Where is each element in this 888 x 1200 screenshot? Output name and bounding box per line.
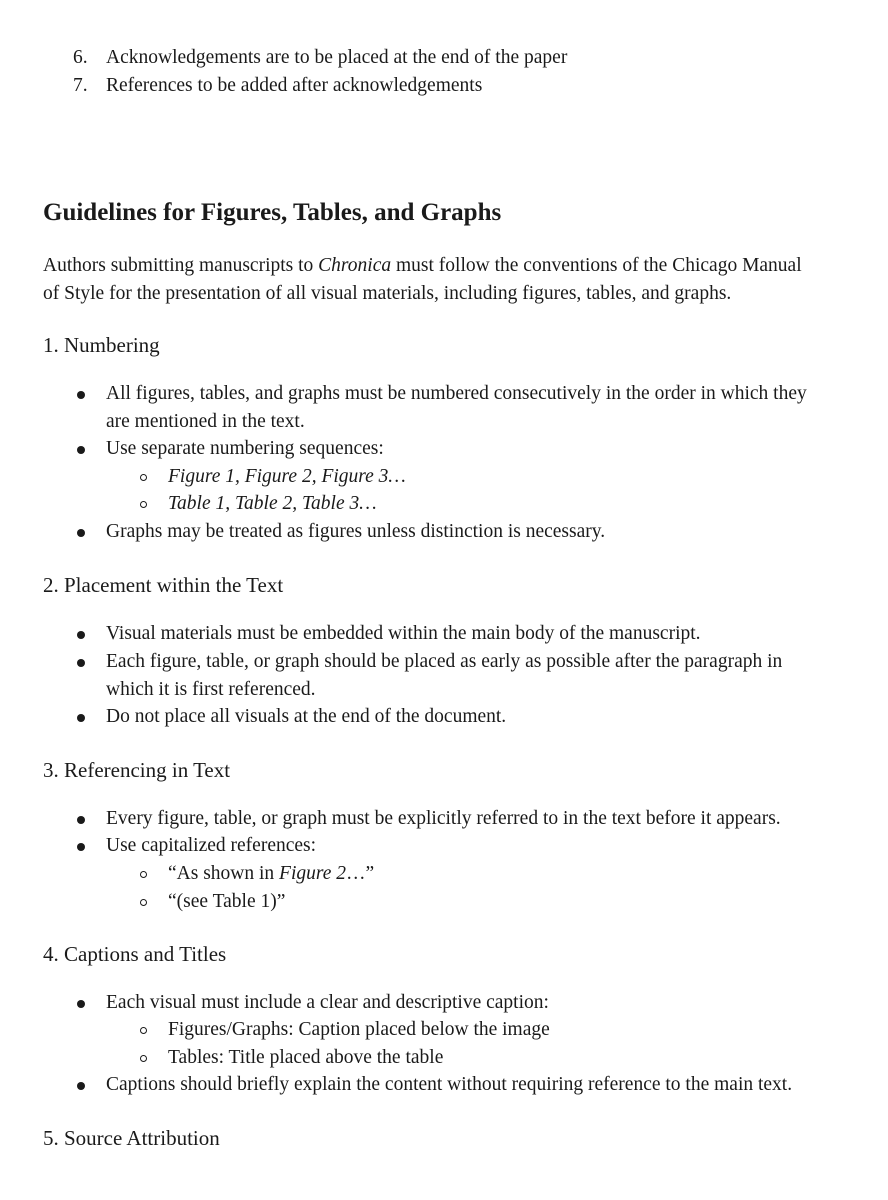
- numbering-bullet-1-cont: are mentioned in the text.: [106, 411, 305, 432]
- sub-bullet-icon: [140, 871, 147, 878]
- intro-line-2: of Style for the presentation of all visual materials, including figures, tables, and graphs.: [43, 283, 732, 304]
- bullet-icon: [77, 391, 85, 399]
- referencing-bullet-1: Every figure, table, or graph must be explicitly referred to in the text before it appears.: [106, 808, 781, 829]
- sub-bullet-icon: [140, 1027, 147, 1034]
- figure-sequence: Figure 1, Figure 2, Figure 3…: [168, 466, 406, 487]
- referencing-example-1: [168, 860, 374, 888]
- list-item-references: References to be added after acknowledgements: [106, 75, 483, 96]
- numbering-bullet-1: All figures, tables, and graphs must be numbered consecutively in the order in which they: [106, 383, 807, 404]
- captions-bullet-1: Each visual must include a clear and descriptive caption:: [106, 992, 549, 1013]
- list-number-7: 7.: [73, 75, 88, 96]
- example-text: …”: [346, 863, 375, 884]
- placement-bullet-2: Each figure, table, or graph should be placed as early as possible after the paragraph in: [106, 651, 783, 672]
- referencing-example-2: “(see Table 1)”: [168, 891, 286, 912]
- bullet-icon: [77, 816, 85, 824]
- captions-sub-tables: Tables: Title placed above the table: [168, 1047, 444, 1068]
- example-figure-ref: Figure 2: [279, 863, 347, 884]
- journal-name: Chronica: [318, 255, 392, 276]
- intro-text: must follow the conventions of the Chicago Manual: [391, 255, 802, 276]
- placement-bullet-1: Visual materials must be embedded within the main body of the manuscript.: [106, 623, 701, 644]
- section-title-referencing: 3. Referencing in Text: [43, 758, 231, 782]
- sub-bullet-icon: [140, 899, 147, 906]
- referencing-bullet-2: Use capitalized references:: [106, 835, 317, 856]
- placement-bullet-3: Do not place all visuals at the end of the document.: [106, 706, 507, 727]
- sub-bullet-icon: [140, 474, 147, 481]
- numbering-bullet-3: Graphs may be treated as figures unless distinction is necessary.: [106, 521, 606, 542]
- example-text: “As shown in: [168, 863, 280, 884]
- captions-bullet-2: Captions should briefly explain the content without requiring reference to the main text.: [106, 1074, 793, 1095]
- numbering-sub-figures: [168, 463, 406, 491]
- bullet-icon: [77, 843, 85, 851]
- section-title-placement: 2. Placement within the Text: [43, 573, 284, 597]
- page-heading: Guidelines for Figures, Tables, and Graphs: [43, 199, 502, 226]
- numbering-bullet-2: Use separate numbering sequences:: [106, 438, 384, 459]
- placement-bullet-2-cont: which it is first referenced.: [106, 679, 316, 700]
- bullet-icon: [77, 714, 85, 722]
- intro-line-1: [43, 252, 802, 280]
- bullet-icon: [77, 631, 85, 639]
- list-item-acknowledgements: Acknowledgements are to be placed at the end of the paper: [106, 47, 568, 68]
- section-title-numbering: 1. Numbering: [43, 333, 160, 357]
- bullet-icon: [77, 659, 85, 667]
- bullet-icon: [77, 1000, 85, 1008]
- bullet-icon: [77, 529, 85, 537]
- captions-sub-figures: Figures/Graphs: Caption placed below the image: [168, 1019, 550, 1040]
- sub-bullet-icon: [140, 1055, 147, 1062]
- bullet-icon: [77, 446, 85, 454]
- bullet-icon: [77, 1082, 85, 1090]
- sub-bullet-icon: [140, 501, 147, 508]
- list-number-6: 6.: [73, 47, 88, 68]
- table-sequence: Table 1, Table 2, Table 3…: [168, 493, 377, 514]
- section-title-source-attribution: 5. Source Attribution: [43, 1126, 220, 1150]
- section-title-captions: 4. Captions and Titles: [43, 942, 227, 966]
- numbering-sub-tables: [168, 490, 377, 518]
- intro-text: Authors submitting manuscripts to: [43, 255, 319, 276]
